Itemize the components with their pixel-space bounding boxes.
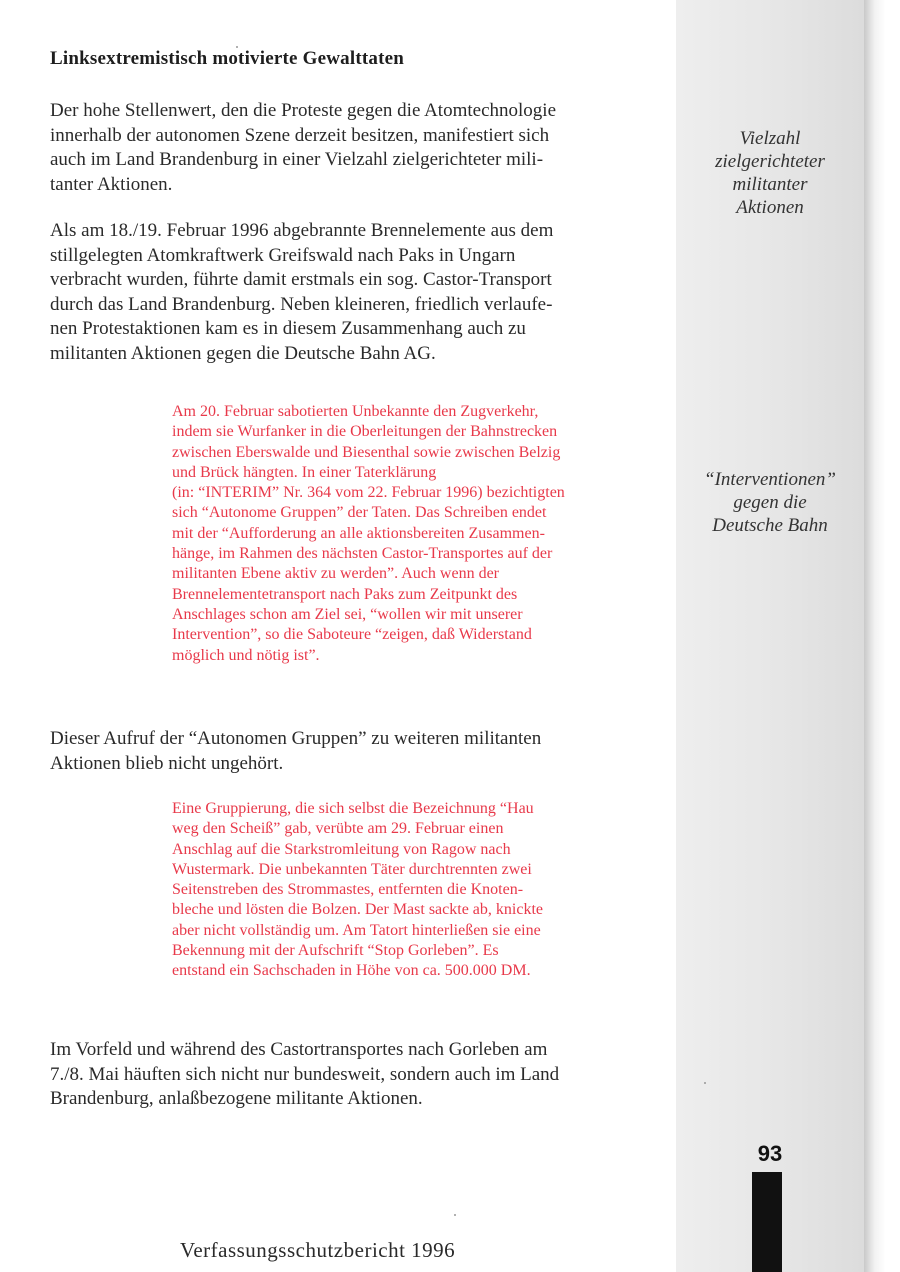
quote-line: indem sie Wurfanker in die Oberleitungen der Bahnstrecken (172, 423, 558, 441)
quote-line: Wustermark. Die unbekannten Täter durchtrennten zwei (172, 860, 532, 878)
quote-block-2 (172, 799, 543, 982)
page-number: 93 (757, 1141, 783, 1166)
quote-line: zwischen Eberswalde und Biesenthal sowie zwischen Belzig (172, 443, 561, 461)
quote-line: entstand ein Sachschaden in Höhe von ca. 500.000 DM. (172, 962, 531, 980)
text-line: Als am 18./19. Februar 1996 abgebrannte Brennelemente aus dem (50, 220, 554, 241)
quote-line: sich “Autonome Gruppen” der Taten. Das Schreiben endet (172, 504, 547, 522)
scan-speck (454, 1214, 456, 1216)
margin-note-line: “Interventionen” (704, 469, 836, 490)
text-line: verbracht wurden, führte damit erstmals ein sog. Castor-Transport (50, 269, 552, 290)
margin-note-line: Vielzahl (739, 128, 801, 149)
text-line: Dieser Aufruf der “Autonomen Gruppen” zu weiteren militanten (50, 728, 542, 749)
scan-speck (236, 46, 238, 48)
quote-line: Am 20. Februar sabotierten Unbekannte den Zugverkehr, (172, 403, 539, 420)
margin-note-line: Aktionen (736, 197, 804, 218)
quote-line: aber nicht vollständig um. Am Tatort hinterließen sie eine (172, 921, 541, 939)
margin-note-2 (676, 468, 864, 537)
quote-line: Brennelementetransport nach Paks zum Zeitpunkt des (172, 585, 518, 603)
paragraph-4 (50, 1038, 559, 1112)
margin-note-line: zielgerichteter (715, 151, 825, 172)
text-line: 7./8. Mai häuften sich nicht nur bundesweit, sondern auch im Land (50, 1063, 560, 1085)
text-line: Der hohe Stellenwert, den die Proteste gegen die Atomtechnologie (50, 100, 556, 121)
margin-note-line: Deutsche Bahn (712, 515, 828, 536)
text-line: Im Vorfeld und während des Castortransportes nach Gorleben am (50, 1039, 548, 1060)
quote-line: (in: “INTERIM” Nr. 364 vom 22. Februar 1996) bezichtigten (172, 484, 565, 502)
quote-line: militanten Ebene aktiv zu werden”. Auch wenn der (172, 565, 499, 583)
quote-line: Intervention”, so die Saboteure “zeigen, daß Widerstand (172, 626, 532, 644)
page-tab-bar (752, 1172, 782, 1272)
text-line: Aktionen blieb nicht ungehört. (50, 752, 284, 774)
quote-block-1 (172, 402, 565, 666)
paragraph-3 (50, 727, 541, 776)
quote-line: hänge, im Rahmen des nächsten Castor-Transportes auf der (172, 545, 553, 563)
quote-line: bleche und lösten die Bolzen. Der Mast sackte ab, knickte (172, 901, 543, 919)
quote-line: Bekennung mit der Aufschrift “Stop Gorleben”. Es (172, 942, 499, 960)
quote-line: Eine Gruppierung, die sich selbst die Bezeichnung “Hau (172, 800, 534, 817)
text-line: tanter Aktionen. (50, 173, 173, 195)
margin-note-line: militanter (732, 174, 808, 195)
text-line: Brandenburg, anlaßbezogene militante Aktionen. (50, 1088, 423, 1109)
quote-line: mit der “Aufforderung an alle aktionsbereiten Zusammen- (172, 524, 545, 542)
scan-speck (704, 1082, 706, 1084)
text-line: auch im Land Brandenburg in einer Vielzahl zielgerichteter mili- (50, 149, 544, 170)
quote-line: weg den Scheiß” gab, verübte am 29. Februar einen (172, 820, 504, 838)
margin-note-1 (676, 127, 864, 219)
quote-line: Anschlages schon am Ziel sei, “wollen wir mit unserer (172, 605, 523, 623)
quote-line: Seitenstreben des Strommastes, entfernten die Knoten- (172, 881, 524, 899)
text-line: innerhalb der autonomen Szene derzeit besitzen, manifestiert sich (50, 124, 550, 146)
text-line: stillgelegten Atomkraftwerk Greifswald nach Paks in Ungarn (50, 244, 516, 266)
text-line: durch das Land Brandenburg. Neben kleineren, friedlich verlaufe- (50, 293, 553, 315)
quote-line: möglich und nötig ist”. (172, 646, 320, 664)
margin-note-line: gegen die (733, 492, 807, 513)
paragraph-1 (50, 99, 556, 197)
page-edge (864, 0, 900, 1272)
quote-line: und Brück hängten. In einer Taterklärung (172, 463, 437, 481)
text-line: nen Protestaktionen kam es in diesem Zusammenhang auch zu (50, 318, 526, 339)
text-line: militanten Aktionen gegen die Deutsche Bahn AG. (50, 342, 436, 364)
footer-title: Verfassungsschutzbericht 1996 (180, 1238, 456, 1262)
paragraph-2 (50, 219, 553, 366)
quote-line: Anschlag auf die Starkstromleitung von Ragow nach (172, 840, 511, 858)
section-heading: Linksextremistisch motivierte Gewalttaten (50, 48, 404, 69)
